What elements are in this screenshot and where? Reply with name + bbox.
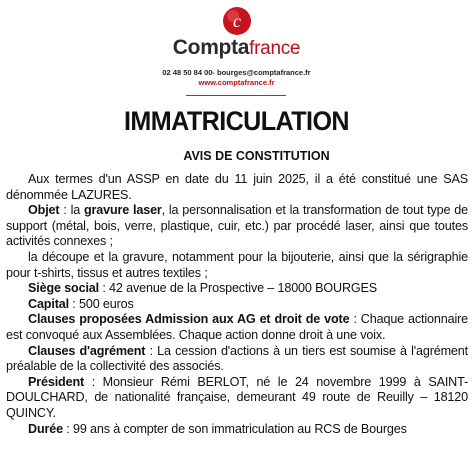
- notice-subtitle: AVIS DE CONSTITUTION: [183, 149, 330, 163]
- notice-title: IMMATRICULATION: [123, 106, 350, 136]
- clauses-label: Clauses proposées Admission aux AG et droit de vote: [28, 312, 350, 327]
- president-paragraph: [6, 375, 468, 422]
- website-link[interactable]: www.comptafrance.fr: [198, 78, 275, 87]
- duree-text: : 99 ans à compter de son immatriculation au RCS de Bourges: [62, 421, 407, 436]
- siege-label: Siège social: [28, 281, 100, 296]
- clauses-paragraph: [6, 312, 468, 343]
- president-label: Président: [28, 374, 85, 389]
- objet-paragraph: [6, 203, 468, 250]
- president-text: : Monsieur Rémi BERLOT, né le 24 novembre 1999 à SAINT-DOULCHARD, de nationalité française, demeurant 49 route de Reuilly – 18120 QUINCY.: [6, 374, 468, 420]
- contact-line: 02 48 50 84 00- bourges@comptafrance.fr: [162, 68, 311, 77]
- siege-text: : 42 avenue de la Prospective – 18000 BOURGES: [99, 281, 378, 296]
- comptafrance-logo-icon: [222, 6, 252, 36]
- clauses-text: : Chaque actionnaire est convoqué aux Assemblées. Chaque action donne droit à une voix.: [6, 312, 468, 342]
- objet-label: Objet: [28, 203, 60, 218]
- objet-bold-text: gravure laser: [83, 203, 162, 218]
- svg-text:c: c: [233, 11, 241, 31]
- siege-paragraph: [6, 281, 468, 297]
- capital-label: Capital: [28, 296, 69, 311]
- intro-paragraph: Aux termes d'un ASSP en date du 11 juin 2025, il a été constitué une SAS dénommée LAZURES.: [6, 172, 468, 202]
- header-divider: [186, 95, 286, 96]
- agrement-paragraph: [6, 344, 468, 375]
- agrement-text: : La cession d'actions à un tiers est soumise à l'agrément préalable de la collectivité des associés.: [6, 343, 468, 374]
- objet-text: , la personnalisation et la transformation de tout type de support (métal, bois, verre, plastique, cuir, etc.) par procédé laser, ainsi que toutes activités connexes ;: [6, 203, 468, 249]
- brand-name: [0, 36, 473, 60]
- notice-body: [6, 172, 468, 437]
- agrement-label: Clauses d'agrément: [28, 343, 146, 358]
- brand-name-light: france: [249, 38, 301, 59]
- objet-paragraph-2: la découpe et la gravure, notamment pour la bijouterie, ainsi que la sérigraphie pour t-shirts, tissus et autres textiles ;: [6, 249, 468, 280]
- capital-paragraph: [6, 297, 468, 313]
- duree-label: Durée: [28, 421, 63, 436]
- objet-pre: : la: [59, 203, 84, 218]
- brand-name-bold: Compta: [172, 36, 250, 59]
- capital-text: : 500 euros: [68, 296, 134, 311]
- duree-paragraph: [6, 422, 468, 438]
